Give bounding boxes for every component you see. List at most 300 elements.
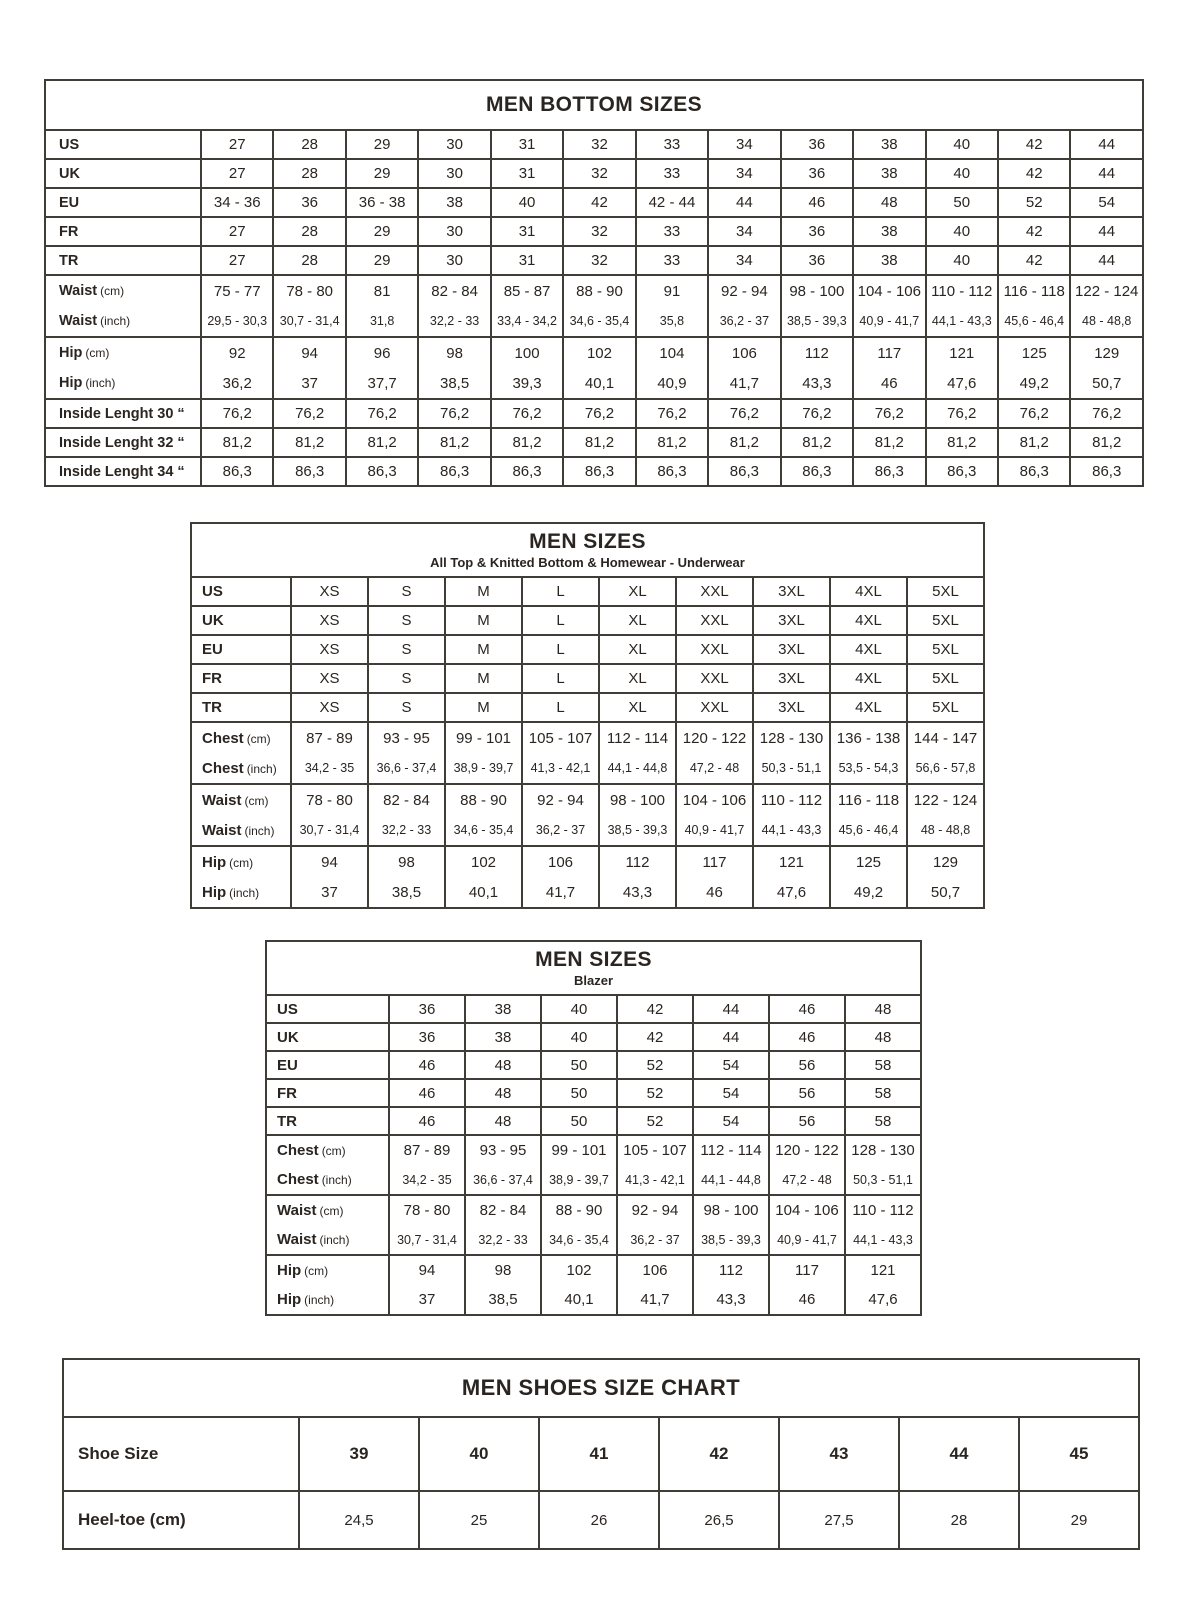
row-label-unit: (inch) [85,376,116,390]
table-row [45,428,1143,457]
value-cell: 5XL [907,606,984,635]
value-cell: 38 [465,995,541,1023]
value-cell: 121 [753,846,830,877]
value-cell: 56 [769,1079,845,1107]
row-label-text: Waist [202,821,242,839]
value-cell: 38 [418,188,490,217]
table-row [266,1255,921,1285]
value-cell: 34 [708,130,780,159]
row-label-text: TR [202,699,222,717]
value-cell: 45,6 - 46,4 [998,306,1070,337]
row-label-text: EU [277,1056,298,1074]
value-cell: 32,2 - 33 [418,306,490,337]
value-cell: 46 [781,188,853,217]
value-cell: 43 [779,1417,899,1491]
value-cell: 81,2 [491,428,563,457]
row-label [191,635,291,664]
value-cell: 27 [201,217,273,246]
row-label-text: Hip [277,1291,302,1309]
value-cell: 36 [389,995,465,1023]
row-label [191,784,291,815]
table-row [45,399,1143,428]
row-label-text: Chest [202,729,244,747]
value-cell: XXL [676,577,753,606]
value-cell: 106 [522,846,599,877]
value-cell: 40 [541,1023,617,1051]
value-cell: 81,2 [346,428,418,457]
value-cell: 105 - 107 [617,1135,693,1165]
row-label [266,1023,389,1051]
value-cell: 33 [636,217,708,246]
row-label [266,1285,389,1315]
value-cell: S [368,664,445,693]
value-cell: 38,9 - 39,7 [541,1165,617,1195]
value-cell: 82 - 84 [418,275,490,306]
table-header-row [266,941,921,995]
value-cell: 37 [389,1285,465,1315]
men-sizes-top-title: MEN SIZES [529,530,646,553]
value-cell: 81,2 [636,428,708,457]
value-cell: 30 [418,159,490,188]
value-cell: 30,7 - 31,4 [273,306,345,337]
table-row [266,1135,921,1165]
row-label-text: Waist [277,1202,317,1220]
value-cell: 44,1 - 43,3 [926,306,998,337]
value-cell: S [368,635,445,664]
value-cell: 86,3 [926,457,998,486]
value-cell: 42 [659,1417,779,1491]
value-cell: 31 [491,246,563,275]
value-cell: 28 [273,246,345,275]
row-label [266,995,389,1023]
value-cell: 46 [389,1051,465,1079]
value-cell: 42 [563,188,635,217]
row-label [45,159,201,188]
value-cell: XL [599,693,676,722]
value-cell: 86,3 [418,457,490,486]
value-cell: 48 [465,1079,541,1107]
value-cell: 5XL [907,664,984,693]
value-cell: 102 [541,1255,617,1285]
value-cell: 42 [998,246,1070,275]
value-cell: 28 [899,1491,1019,1549]
value-cell: 3XL [753,606,830,635]
table-row [45,368,1143,399]
value-cell: 93 - 95 [465,1135,541,1165]
row-label [191,577,291,606]
value-cell: 76,2 [708,399,780,428]
value-cell: 40 [926,217,998,246]
value-cell: XS [291,664,368,693]
value-cell: 44 [899,1417,1019,1491]
value-cell: 129 [1070,337,1143,368]
row-label-text: FR [202,670,222,688]
value-cell: 104 - 106 [676,784,753,815]
value-cell: 43,3 [781,368,853,399]
value-cell: 41,7 [617,1285,693,1315]
value-cell: 38,5 [418,368,490,399]
value-cell: 41,3 - 42,1 [617,1165,693,1195]
table-row [266,1051,921,1079]
value-cell: 81,2 [853,428,925,457]
value-cell: 92 - 94 [617,1195,693,1225]
value-cell: 75 - 77 [201,275,273,306]
value-cell: 54 [693,1107,769,1135]
value-cell: 106 [708,337,780,368]
value-cell: 40 [926,130,998,159]
value-cell: 128 - 130 [753,722,830,753]
value-cell: 36 [781,246,853,275]
value-cell: 52 [617,1107,693,1135]
value-cell: 76,2 [636,399,708,428]
value-cell: 38 [465,1023,541,1051]
row-label-unit: (cm) [100,284,125,298]
row-label [266,1135,389,1165]
value-cell: 26 [539,1491,659,1549]
men-sizes-top-table [190,522,985,909]
row-label [266,1255,389,1285]
value-cell: 81 [346,275,418,306]
value-cell: 48 [465,1051,541,1079]
value-cell: XS [291,606,368,635]
value-cell: 122 - 124 [1070,275,1143,306]
value-cell: 106 [617,1255,693,1285]
value-cell: 27,5 [779,1491,899,1549]
row-label-unit: (inch) [304,1293,335,1308]
value-cell: 31 [491,130,563,159]
table-row [191,664,984,693]
value-cell: 42 [998,130,1070,159]
value-cell: 36,2 - 37 [522,815,599,846]
table-row [45,337,1143,368]
value-cell: 50 [541,1051,617,1079]
value-cell: 34 - 36 [201,188,273,217]
table-row [266,1165,921,1195]
value-cell: 38 [853,159,925,188]
value-cell: 40 [926,246,998,275]
value-cell: 36,6 - 37,4 [465,1165,541,1195]
value-cell: 82 - 84 [368,784,445,815]
value-cell: 86,3 [708,457,780,486]
row-label-text: Inside Lenght 30 “ [59,405,185,422]
value-cell: 125 [830,846,907,877]
men-sizes-blazer-section [265,940,922,1316]
value-cell: 32,2 - 33 [368,815,445,846]
row-label [45,275,201,306]
value-cell: XL [599,577,676,606]
value-cell: 44 [708,188,780,217]
men-sizes-top-section [190,522,985,909]
row-label [266,1165,389,1195]
row-label-unit: (inch) [100,314,131,328]
value-cell: 54 [1070,188,1143,217]
row-label [266,1107,389,1135]
value-cell: 78 - 80 [273,275,345,306]
value-cell: 46 [769,1285,845,1315]
row-label [266,1079,389,1107]
value-cell: 4XL [830,635,907,664]
value-cell: 121 [926,337,998,368]
value-cell: 47,6 [845,1285,921,1315]
men-bottom-sizes-title: MEN BOTTOM SIZES [485,92,703,116]
table-row [191,846,984,877]
value-cell: 94 [273,337,345,368]
table-row [266,1079,921,1107]
value-cell: 98 - 100 [781,275,853,306]
value-cell: 32 [563,130,635,159]
value-cell: 102 [563,337,635,368]
men-shoes-size-chart-header [63,1359,1139,1417]
value-cell: 44 [693,995,769,1023]
value-cell: 38,5 - 39,3 [693,1225,769,1255]
value-cell: 28 [273,130,345,159]
table-row [266,1023,921,1051]
value-cell: 3XL [753,635,830,664]
row-label [191,846,291,877]
row-label [45,306,201,337]
table-header-row [63,1359,1139,1417]
value-cell: 76,2 [563,399,635,428]
value-cell: 44,1 - 44,8 [693,1165,769,1195]
value-cell: 32 [563,246,635,275]
value-cell: 86,3 [346,457,418,486]
value-cell: 92 - 94 [522,784,599,815]
value-cell: 37,7 [346,368,418,399]
value-cell: 120 - 122 [769,1135,845,1165]
row-label-text: EU [202,641,223,659]
value-cell: 52 [617,1051,693,1079]
value-cell: 52 [617,1079,693,1107]
value-cell: 86,3 [201,457,273,486]
value-cell: 5XL [907,577,984,606]
value-cell: 41,3 - 42,1 [522,753,599,784]
value-cell: 86,3 [273,457,345,486]
row-label [45,246,201,275]
table-row [191,753,984,784]
value-cell: 5XL [907,635,984,664]
value-cell: 104 - 106 [769,1195,845,1225]
men-sizes-blazer-table [265,940,922,1316]
value-cell: 29 [346,130,418,159]
value-cell: 78 - 80 [389,1195,465,1225]
value-cell: 53,5 - 54,3 [830,753,907,784]
value-cell: 86,3 [491,457,563,486]
value-cell: 31 [491,159,563,188]
value-cell: 99 - 101 [445,722,522,753]
row-label [63,1417,299,1491]
value-cell: 117 [769,1255,845,1285]
value-cell: 49,2 [830,877,907,908]
value-cell: XS [291,635,368,664]
value-cell: XXL [676,664,753,693]
value-cell: 50,7 [1070,368,1143,399]
value-cell: 42 - 44 [636,188,708,217]
value-cell: 29 [1019,1491,1139,1549]
value-cell: 40,1 [541,1285,617,1315]
value-cell: 27 [201,130,273,159]
value-cell: 76,2 [491,399,563,428]
table-row [191,693,984,722]
row-label-unit: (cm) [304,1264,329,1279]
row-label-text: TR [59,252,79,269]
value-cell: 76,2 [853,399,925,428]
row-label-unit: (cm) [85,346,110,360]
value-cell: 117 [853,337,925,368]
value-cell: 44,1 - 44,8 [599,753,676,784]
row-label [45,368,201,399]
men-bottom-sizes-section [44,79,1144,487]
table-row [45,246,1143,275]
value-cell: M [445,635,522,664]
value-cell: 122 - 124 [907,784,984,815]
value-cell: 50 [541,1079,617,1107]
value-cell: 81,2 [1070,428,1143,457]
value-cell: 40,9 - 41,7 [676,815,753,846]
value-cell: 33 [636,246,708,275]
value-cell: S [368,577,445,606]
value-cell: 48 [465,1107,541,1135]
row-label-unit: (cm) [244,793,269,808]
value-cell: 40,1 [445,877,522,908]
men-sizes-top-subtitle: All Top & Knitted Bottom & Homewear - Underwear [430,555,745,571]
row-label [45,337,201,368]
value-cell: 46 [769,995,845,1023]
value-cell: 44 [693,1023,769,1051]
value-cell: 81,2 [418,428,490,457]
row-label-text: Hip [277,1262,302,1280]
men-sizes-blazer-header [266,941,921,995]
value-cell: 5XL [907,693,984,722]
men-sizes-blazer-subtitle: Blazer [573,973,614,989]
table-row [191,577,984,606]
row-label [191,693,291,722]
value-cell: 30,7 - 31,4 [389,1225,465,1255]
row-label [266,1195,389,1225]
value-cell: 98 [368,846,445,877]
value-cell: 44 [1070,130,1143,159]
value-cell: 58 [845,1079,921,1107]
value-cell: 50,3 - 51,1 [845,1165,921,1195]
row-label [191,606,291,635]
row-label-text: EU [59,194,80,211]
value-cell: 98 - 100 [693,1195,769,1225]
value-cell: XXL [676,693,753,722]
value-cell: 34,2 - 35 [291,753,368,784]
value-cell: 36 - 38 [346,188,418,217]
value-cell: 32 [563,217,635,246]
value-cell: M [445,606,522,635]
value-cell: 56,6 - 57,8 [907,753,984,784]
table-row [45,275,1143,306]
value-cell: 144 - 147 [907,722,984,753]
row-label-text: Chest [277,1142,319,1160]
value-cell: 38,9 - 39,7 [445,753,522,784]
row-label-text: TR [277,1112,297,1130]
value-cell: 78 - 80 [291,784,368,815]
value-cell: 112 [599,846,676,877]
table-row [45,306,1143,337]
value-cell: 34 [708,217,780,246]
value-cell: 4XL [830,693,907,722]
value-cell: 86,3 [1070,457,1143,486]
value-cell: L [522,606,599,635]
value-cell: 37 [273,368,345,399]
value-cell: 76,2 [201,399,273,428]
value-cell: 44 [1070,217,1143,246]
value-cell: 94 [291,846,368,877]
table-row [45,130,1143,159]
value-cell: S [368,693,445,722]
value-cell: 34,2 - 35 [389,1165,465,1195]
value-cell: 44 [1070,246,1143,275]
value-cell: 76,2 [1070,399,1143,428]
row-label-text: Chest [202,759,244,777]
value-cell: 40 [491,188,563,217]
value-cell: 27 [201,159,273,188]
value-cell: 86,3 [998,457,1070,486]
value-cell: 86,3 [636,457,708,486]
row-label-text: Inside Lenght 32 “ [59,434,185,451]
value-cell: 98 [418,337,490,368]
value-cell: 36,2 - 37 [617,1225,693,1255]
value-cell: 40,9 - 41,7 [769,1225,845,1255]
row-label-unit: (inch) [229,885,260,900]
value-cell: 43,3 [599,877,676,908]
men-bottom-sizes-table [44,79,1144,487]
value-cell: 40 [541,995,617,1023]
value-cell: 86,3 [853,457,925,486]
value-cell: 125 [998,337,1070,368]
row-label [266,1051,389,1079]
row-label-text: Waist [59,283,98,299]
value-cell: 47,6 [926,368,998,399]
row-label-unit: (cm) [229,855,254,870]
value-cell: 26,5 [659,1491,779,1549]
row-label-text: Waist [59,313,98,329]
row-label [45,188,201,217]
value-cell: 112 - 114 [599,722,676,753]
value-cell: 48 [845,1023,921,1051]
value-cell: 104 [636,337,708,368]
row-label-text: Waist [202,791,242,809]
value-cell: S [368,606,445,635]
value-cell: L [522,577,599,606]
value-cell: 36 [781,130,853,159]
table-row [266,995,921,1023]
value-cell: 38,5 [368,877,445,908]
row-label [191,753,291,784]
table-header-row [191,523,984,577]
value-cell: 29 [346,246,418,275]
row-label-text: Shoe Size [78,1444,159,1463]
table-row [63,1417,1139,1491]
row-label-text: UK [59,165,80,182]
value-cell: 40,9 [636,368,708,399]
value-cell: 102 [445,846,522,877]
value-cell: 33 [636,159,708,188]
men-sizes-top-header [191,523,984,577]
value-cell: 81,2 [998,428,1070,457]
value-cell: 37 [291,877,368,908]
value-cell: 58 [845,1051,921,1079]
row-label [45,217,201,246]
value-cell: 44,1 - 43,3 [845,1225,921,1255]
value-cell: 3XL [753,693,830,722]
row-label-unit: (cm) [321,1144,346,1159]
value-cell: XL [599,664,676,693]
row-label [191,877,291,908]
row-label [45,428,201,457]
